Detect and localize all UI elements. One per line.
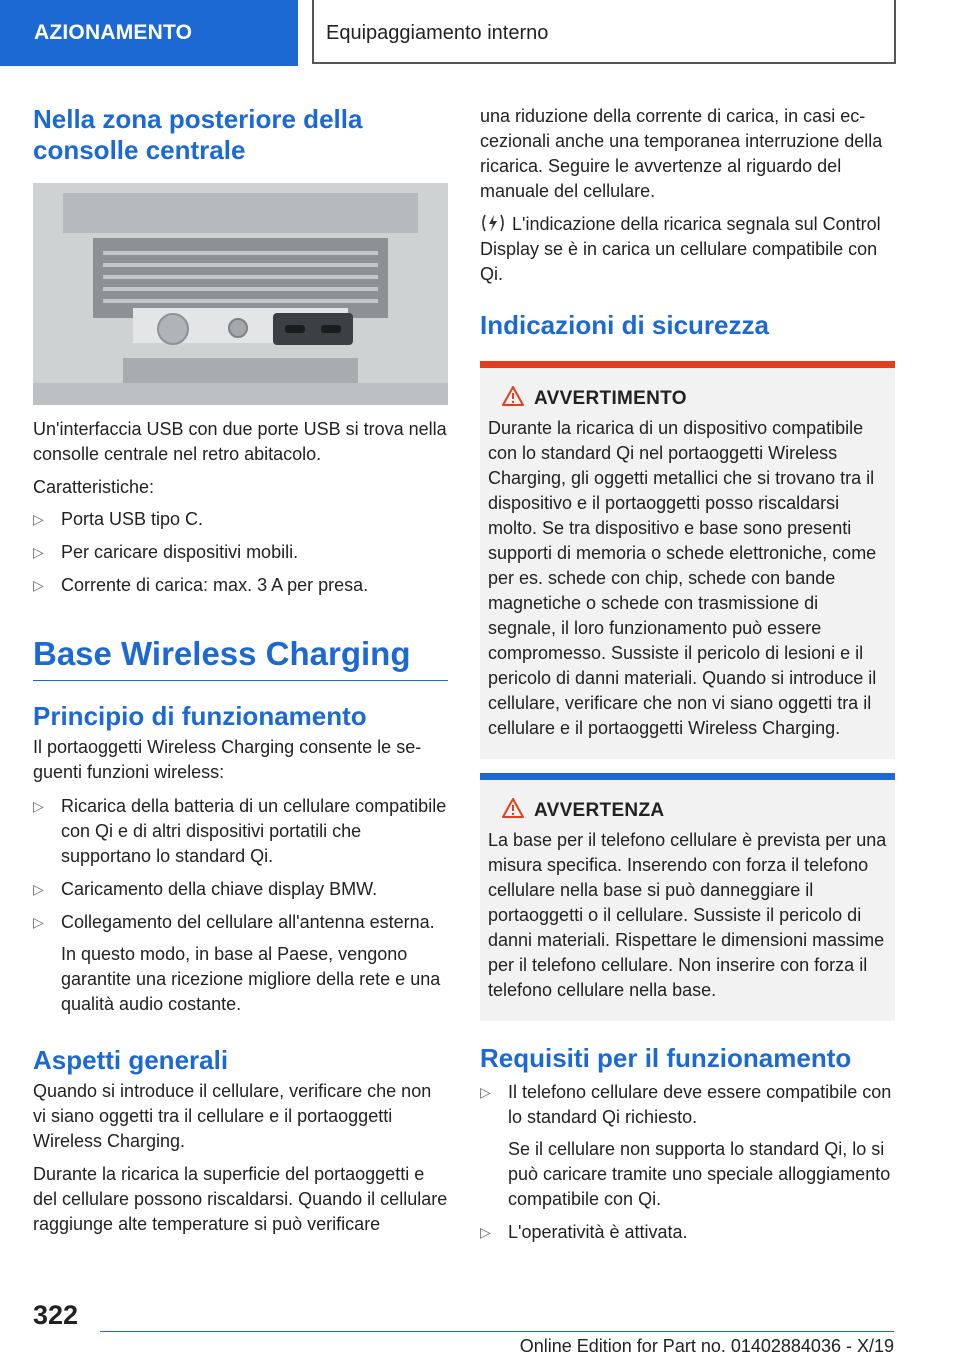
notice-title: AVVERTENZA: [488, 798, 887, 824]
heading-principle: Principio di funzionamento: [33, 701, 367, 731]
requirements-list: [480, 1080, 895, 1245]
warning-triangle-icon: [502, 798, 524, 818]
list-item: ▷ Il telefono cellulare deve essere compatibile con lo standard Qi richiesto. Se il cellulare non supporta lo standard Qi, lo si può caricare tramite uno speciale alloggiamento compatibile con Qi.: [480, 1080, 895, 1212]
chapter-title: Equipaggiamento interno: [312, 0, 896, 64]
usb-console-illustration: [33, 183, 448, 405]
heading-rear-console: Nella zona posteriore della consolle centrale: [33, 104, 363, 165]
triangle-right-icon: ▷: [480, 1224, 491, 1240]
heading-wireless-charging: Base Wireless Charging: [33, 634, 448, 681]
charging-current-text: una riduzione della corrente di carica, in casi eccezionali anche una temporanea interruzione della ricarica. Seguire le avvertenze al riguardo del manuale del cellulare.: [480, 106, 883, 201]
list-item: ▷ Porta USB tipo C.: [33, 507, 448, 532]
wireless-charging-icon: [480, 213, 506, 233]
charging-indicator-text: L'indicazione della ricarica segnala sul Control Display se è in carica un cellulare compatibile con Qi.: [480, 214, 881, 284]
list-item: ▷ Corrente di carica: max. 3 A per presa.: [33, 573, 448, 598]
list-item: ▷ Collegamento del cellulare all'antenna esterna. In questo modo, in base al Paese, vengono garantite una ricezione migliore della rete e una qualità audio costante.: [33, 910, 448, 1017]
triangle-right-icon: ▷: [33, 881, 44, 897]
triangle-right-icon: ▷: [480, 1084, 491, 1100]
principle-text: Il portaoggetti Wireless Charging consente le seguenti funzioni wireless:: [33, 737, 422, 782]
features-label: Caratteristiche:: [33, 477, 155, 497]
triangle-right-icon: ▷: [33, 914, 44, 930]
list-item: ▷ Ricarica della batteria di un cellulare compatibile con Qi e di altri dispositivi portatili che supportano lo standard Qi.: [33, 796, 447, 866]
triangle-right-icon: ▷: [33, 577, 44, 593]
page-header: [0, 0, 960, 66]
page-number: 322: [33, 1300, 79, 1330]
triangle-right-icon: ▷: [33, 544, 44, 560]
usb-description: Un'interfaccia USB con due porte USB si trova nella consolle centrale nel retro abitacolo.: [33, 419, 447, 464]
warning-box: [480, 361, 895, 759]
footer-divider: [100, 1331, 894, 1332]
warning-triangle-icon: [502, 386, 524, 406]
list-item: ▷ Caricamento della chiave display BMW.: [33, 877, 448, 902]
left-column: [33, 98, 448, 1237]
notice-bar: [480, 773, 895, 780]
usb-console-image: [33, 183, 448, 405]
right-column: [480, 98, 895, 1245]
edition-text: Online Edition for Part no. 01402884036 - X/19: [519, 1336, 894, 1356]
heading-safety: Indicazioni di sicurezza: [480, 310, 769, 340]
antenna-note: In questo modo, in base al Paese, vengono garantite una ricezione migliore della rete e una qualità audio costante.: [61, 944, 441, 1014]
wireless-functions-list: [33, 794, 448, 1017]
notice-box: [480, 773, 895, 1021]
general-text-2: Durante la ricarica la superficie del portaoggetti e del cellulare possono riscaldarsi. Quando il cellulare raggiunge alte temperature si può verificare: [33, 1164, 448, 1234]
general-text-1: Quando si introduce il cellulare, verificare che non vi siano oggetti tra il cellulare e il portaoggetti Wireless Charging.: [33, 1081, 432, 1151]
features-list: [33, 507, 448, 598]
warning-text: Durante la ricarica di un dispositivo compatibile con lo standard Qi nel portaoggetti Wireless Charging, gli oggetti metallici che si trovano tra il dispositivo e il portaoggetti posso riscaldarsi molto. Se tra dispositivo e base sono presenti supporti di memoria o schede elettroniche, come per es. schede con chip, schede con bande magnetiche o schede con trasmissione di segnale, il loro funzionamento può essere compromesso. Sussiste il pericolo di lesioni e il pericolo di danni materiali. Quando si introduce il cellulare, verificare che non vi siano oggetti tra il cellulare e il portaoggetti Wireless Charging.: [488, 418, 877, 738]
heading-requirements: Requisiti per il funzionamento: [480, 1043, 852, 1073]
triangle-right-icon: ▷: [33, 511, 44, 527]
warning-bar: [480, 361, 895, 368]
list-item: ▷ Per caricare dispositivi mobili.: [33, 540, 448, 565]
heading-general: Aspetti generali: [33, 1045, 229, 1075]
warning-title: AVVERTIMENTO: [488, 386, 887, 412]
section-tab: AZIONAMENTO: [0, 0, 298, 66]
notice-text: La base per il telefono cellulare è prevista per una misura specifica. Inserendo con forza il telefono cellulare nella base si può danneggiare il portaoggetti o il cellulare. Sussiste il pericolo di danni materiali. Rispettare le dimensioni massime per il telefono cellulare. Non inserire con forza il telefono cellulare nella base.: [488, 830, 887, 1000]
list-item: ▷ L'operatività è attivata.: [480, 1220, 895, 1245]
qi-adapter-note: Se il cellulare non supporta lo standard Qi, lo si può caricare tramite uno speciale alloggiamento compatibile con Qi.: [508, 1139, 891, 1209]
triangle-right-icon: ▷: [33, 798, 44, 814]
